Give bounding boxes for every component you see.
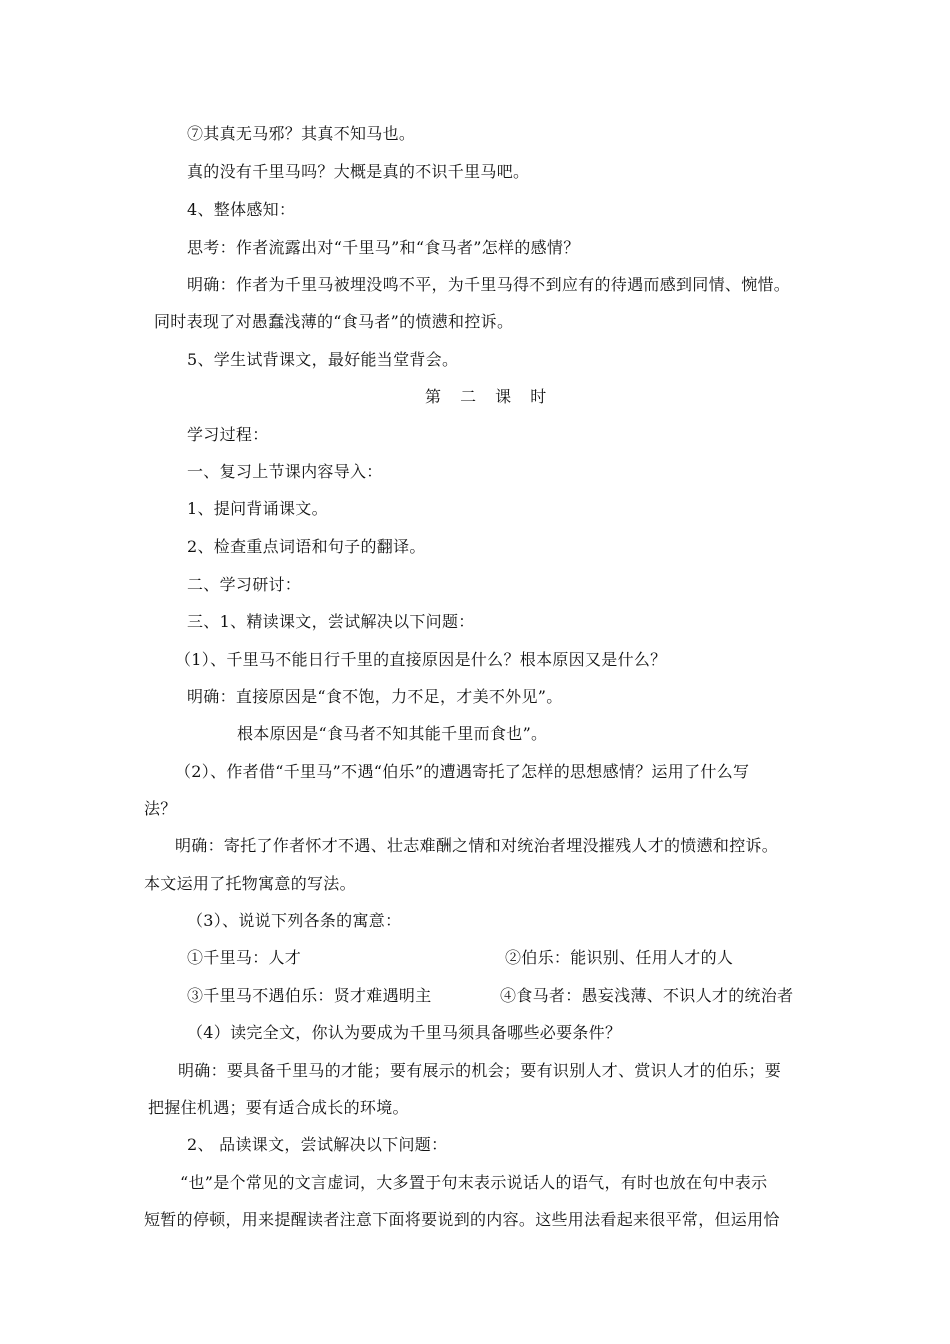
question-line: （2）、作者借“千里马”不遇“伯乐”的遭遇寄托了怎样的思想感情？运用了什么写 <box>175 762 750 781</box>
list-item: ②伯乐：能识别、任用人才的人 <box>505 948 734 967</box>
text-line: “也”是个常见的文言虚词，大多置于句末表示说话人的语气，有时也放在句中表示 <box>180 1173 768 1192</box>
answer-line: 明确：寄托了作者怀才不遇、壮志难酬之情和对统治者埋没摧残人才的愤懑和控诉。 <box>175 836 779 855</box>
text-line: 2、检查重点词语和句子的翻译。 <box>187 537 426 556</box>
answer-line: 根本原因是“食马者不知其能千里而食也”。 <box>237 724 548 743</box>
section-heading: 4、整体感知： <box>187 200 296 219</box>
answer-line: 本文运用了托物寓意的写法。 <box>144 874 356 893</box>
list-item: ③千里马不遇伯乐：贤才难遇明主 <box>187 986 432 1005</box>
text-line: 5、学生试背课文，最好能当堂背会。 <box>187 350 459 369</box>
text-line: 思考：作者流露出对“千里马”和“食马者”怎样的感情？ <box>187 238 580 257</box>
text-line: 1、提问背诵课文。 <box>187 499 328 518</box>
text-line: 短暂的停顿，用来提醒读者注意下面将要说到的内容。这些用法看起来很平常，但运用恰 <box>144 1210 780 1229</box>
answer-line: 明确：直接原因是“食不饱，力不足，才美不外见”。 <box>187 687 563 706</box>
text-line: 同时表现了对愚蠢浅薄的“食马者”的愤懑和控诉。 <box>154 312 514 331</box>
question-line: 法？ <box>144 799 177 818</box>
section-heading: 2、 品读课文，尝试解决以下问题： <box>187 1135 448 1154</box>
section-heading: 二、学习研讨： <box>187 575 302 594</box>
answer-line: 把握住机遇；要有适合成长的环境。 <box>148 1098 409 1117</box>
text-line: ⑦其真无马邪？其真不知马也。 <box>187 124 416 143</box>
text-line: 真的没有千里马吗？大概是真的不识千里马吧。 <box>187 162 530 181</box>
list-item: ①千里马：人才 <box>187 948 302 967</box>
text-line: 明确：作者为千里马被埋没鸣不平，为千里马得不到应有的待遇而感到同情、惋惜。 <box>187 275 791 294</box>
answer-line: 明确：要具备千里马的才能；要有展示的机会；要有识别人才、赏识人才的伯乐；要 <box>178 1061 782 1080</box>
section-heading: 一、复习上节课内容导入： <box>187 462 383 481</box>
section-heading: 三、1、精读课文，尝试解决以下问题： <box>187 612 475 631</box>
text-line: 学习过程： <box>187 425 269 444</box>
lesson-title: 第 二 课 时 <box>425 387 554 406</box>
question-line: （4）读完全文，你认为要成为千里马须具备哪些必要条件？ <box>187 1023 622 1042</box>
question-line: （3）、说说下列各条的寓意： <box>187 911 402 930</box>
list-item: ④食马者：愚妄浅薄、不识人才的统治者 <box>500 986 794 1005</box>
question-line: （1）、千里马不能日行千里的直接原因是什么？根本原因又是什么？ <box>175 650 667 669</box>
